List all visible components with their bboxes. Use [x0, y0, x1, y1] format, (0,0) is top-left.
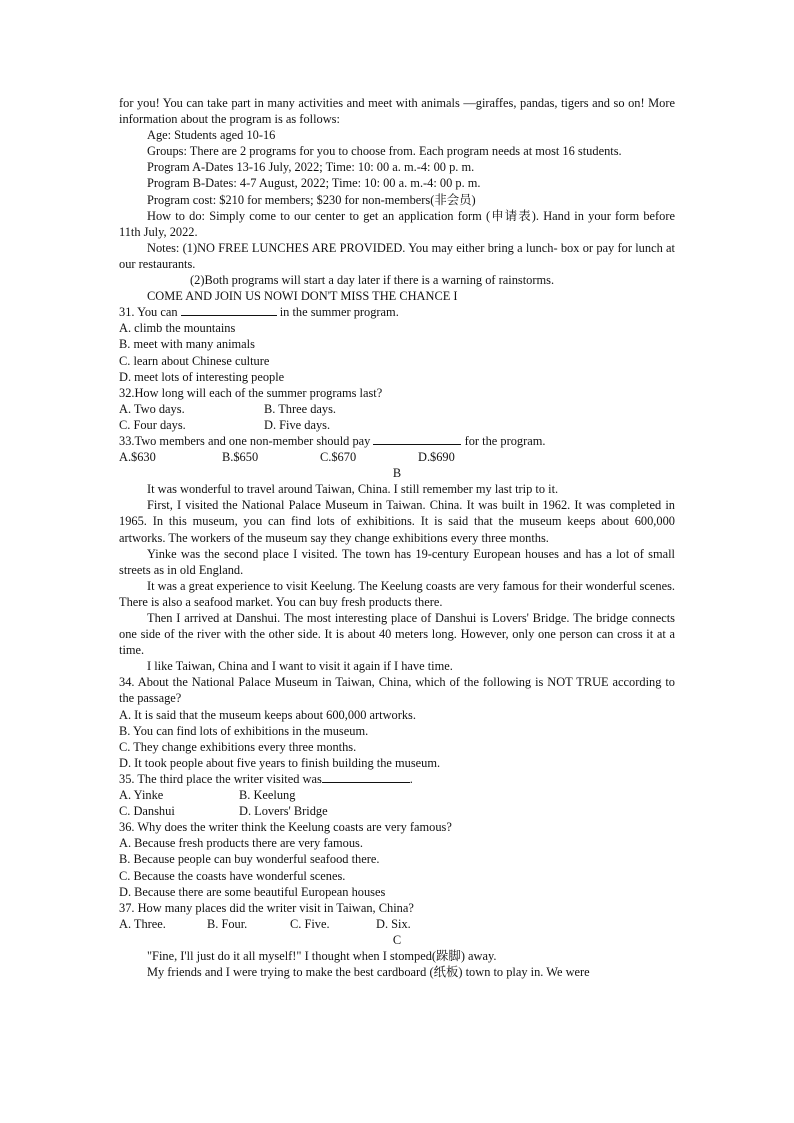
- q37-options-row: [119, 916, 675, 932]
- q33-stem-before: 33.Two members and one non-member should pay: [119, 433, 371, 448]
- q37-option-b: B. Four.: [207, 916, 248, 931]
- question-33-stem: [119, 433, 675, 449]
- section-b-heading: B: [392, 466, 402, 481]
- q32-option-b: B. Three days.: [264, 401, 337, 416]
- question-35-stem: [119, 771, 675, 787]
- q33-stem-after: for the program.: [464, 433, 546, 448]
- program-groups: Groups: There are 2 programs for you to choose from. Each program needs at most 16 students.: [147, 144, 622, 159]
- passage-b-paragraph-3: Yinke was the second place I visited. The town has 19-century European houses and has a lot of small streets as in old England.: [119, 546, 675, 577]
- q35-options-row-2: [119, 803, 675, 819]
- program-cost: Program cost: $210 for members; $230 for non-members(非会员): [147, 192, 476, 207]
- q37-option-c: C. Five.: [290, 916, 330, 931]
- section-c-heading: C: [392, 932, 402, 947]
- program-notes-2: (2)Both programs will start a day later if there is a warning of rainstorms.: [190, 273, 555, 288]
- question-32-stem: 32.How long will each of the summer programs last?: [119, 385, 383, 400]
- program-how-to: How to do: Simply come to our center to get an application form (申请表). Hand in your form before 11th July, 2022.: [119, 208, 675, 239]
- question-37-stem: 37. How many places did the writer visit in Taiwan, China?: [119, 900, 414, 915]
- program-age: Age: Students aged 10-16: [147, 128, 276, 143]
- program-a-dates: Program A-Dates 13-16 July, 2022; Time: 10: 00 a. m.-4: 00 p. m.: [147, 160, 475, 175]
- q36-option-d: D. Because there are some beautiful European houses: [119, 884, 386, 899]
- q33-option-a: A.$630: [119, 450, 156, 465]
- program-slogan: COME AND JOIN US NOWI DON'T MISS THE CHANCE I: [147, 289, 458, 304]
- program-intro: for you! You can take part in many activities and meet with animals —giraffes, pandas, tigers and so on! More information about the program is as follows:: [119, 96, 675, 127]
- document-page: [119, 95, 675, 980]
- q34-option-b: B. You can find lots of exhibitions in the museum.: [119, 723, 369, 738]
- q35-option-b: B. Keelung: [239, 788, 296, 803]
- question-31-stem: [119, 304, 675, 320]
- passage-b-paragraph-1: It was wonderful to travel around Taiwan, China. I still remember my last trip to it.: [147, 482, 559, 497]
- q35-answer-blank: [322, 771, 410, 783]
- q35-options-row-1: [119, 787, 675, 803]
- q37-option-a: A. Three.: [119, 916, 166, 931]
- passage-c-paragraph-2: My friends and I were trying to make the best cardboard (纸板) town to play in. We were: [147, 965, 590, 980]
- q36-option-b: B. Because people can buy wonderful seafood there.: [119, 852, 380, 867]
- q35-option-a: A. Yinke: [119, 788, 164, 803]
- q37-option-d: D. Six.: [376, 916, 411, 931]
- q35-option-d: D. Lovers' Bridge: [239, 804, 328, 819]
- passage-c-paragraph-1: "Fine, I'll just do it all myself!" I thought when I stomped(跺脚) away.: [147, 948, 497, 963]
- q36-option-c: C. Because the coasts have wonderful scenes.: [119, 868, 346, 883]
- q33-option-c: C.$670: [320, 450, 357, 465]
- q35-stem-before: 35. The third place the writer visited was: [119, 771, 322, 786]
- q33-option-d: D.$690: [418, 450, 455, 465]
- program-notes-1: Notes: (1)NO FREE LUNCHES ARE PROVIDED. You may either bring a lunch- box or pay for lunch at our restaurants.: [119, 240, 675, 271]
- q35-stem-after: .: [409, 771, 413, 786]
- q32-options-row-2: [119, 417, 675, 433]
- q33-answer-blank: [373, 433, 461, 445]
- q32-option-a: A. Two days.: [119, 401, 185, 416]
- q32-options-row-1: [119, 401, 675, 417]
- q34-option-a: A. It is said that the museum keeps about 600,000 artworks.: [119, 707, 416, 722]
- q36-option-a: A. Because fresh products there are very famous.: [119, 836, 363, 851]
- q31-stem-after: in the summer program.: [279, 305, 399, 320]
- q31-answer-blank: [181, 304, 277, 316]
- q32-option-d: D. Five days.: [264, 417, 331, 432]
- passage-b-paragraph-2: First, I visited the National Palace Museum in Taiwan. China. It was built in 1962. It was completed in 1965. In this museum, you can find lots of exhibitions. It is said that the museum keeps about 600,000 artworks. The workers of the museum say they change exhibitions every three months.: [119, 498, 675, 545]
- q34-option-c: C. They change exhibitions every three months.: [119, 739, 357, 754]
- passage-b-paragraph-4: It was a great experience to visit Keelung. The Keelung coasts are very famous for their wonderful scenes. There is also a seafood market. You can buy fresh products there.: [119, 578, 675, 609]
- q34-option-d: D. It took people about five years to finish building the museum.: [119, 755, 441, 770]
- q31-option-d: D. meet lots of interesting people: [119, 369, 285, 384]
- q35-option-c: C. Danshui: [119, 804, 175, 819]
- question-34-stem: 34. About the National Palace Museum in Taiwan, China, which of the following is NOT TRUE according to the passage?: [119, 675, 675, 706]
- q31-option-b: B. meet with many animals: [119, 337, 255, 352]
- passage-b-paragraph-5: Then I arrived at Danshui. The most interesting place of Danshui is Lovers' Bridge. The bridge connects one side of the river with the other side. It is about 40 meters long. However, only one person can cross it at a time.: [119, 611, 675, 658]
- program-b-dates: Program B-Dates: 4-7 August, 2022; Time: 10: 00 a. m.-4: 00 p. m.: [147, 176, 481, 191]
- q32-option-c: C. Four days.: [119, 417, 186, 432]
- passage-b-paragraph-6: I like Taiwan, China and I want to visit it again if I have time.: [147, 659, 453, 674]
- q31-option-a: A. climb the mountains: [119, 321, 236, 336]
- q31-option-c: C. learn about Chinese culture: [119, 353, 270, 368]
- question-36-stem: 36. Why does the writer think the Keelung coasts are very famous?: [119, 820, 452, 835]
- q33-options-row: [119, 449, 675, 465]
- q33-option-b: B.$650: [222, 450, 259, 465]
- q31-stem-before: 31. You can: [119, 305, 178, 320]
